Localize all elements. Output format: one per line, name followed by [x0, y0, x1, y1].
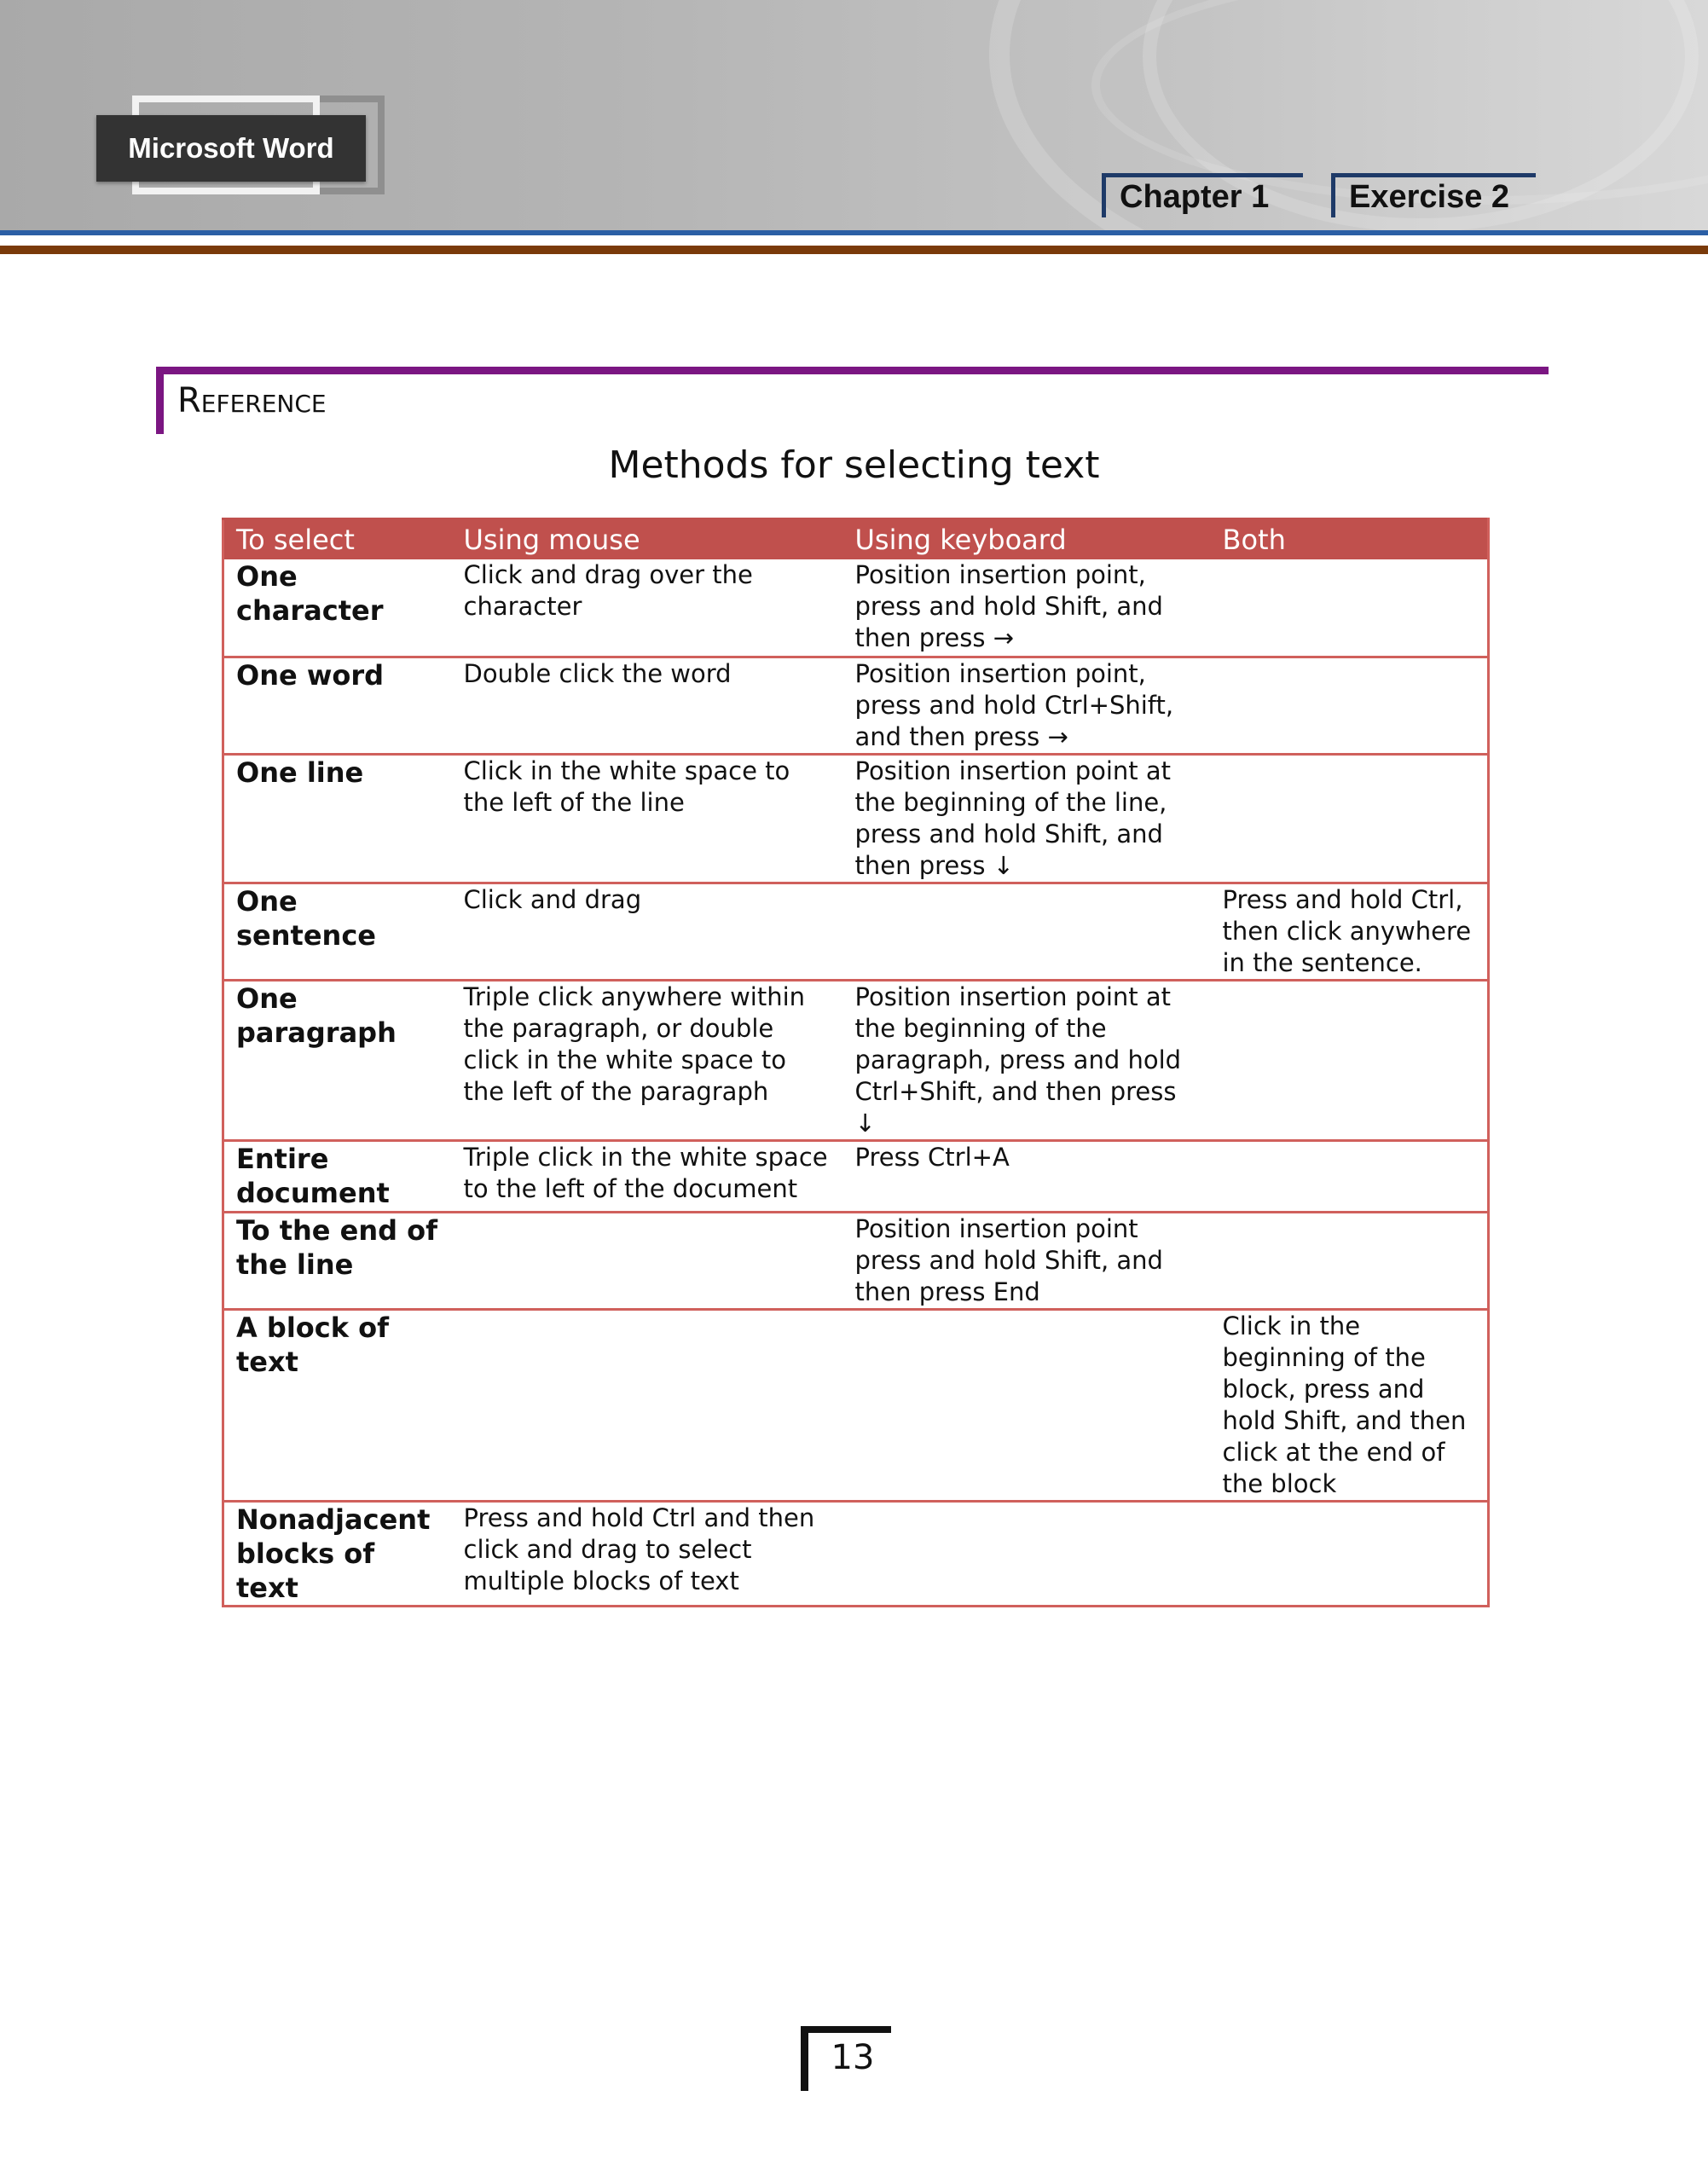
table-row — [223, 883, 1489, 980]
mouse-method-cell: Triple click in the white space to the left of the document — [452, 1140, 843, 1212]
keyboard-method-cell — [843, 883, 1211, 980]
page-number-bracket-left — [801, 2026, 808, 2091]
mouse-method-cell — [452, 1212, 843, 1309]
column-header-both: Both — [1211, 519, 1489, 560]
mouse-method-cell: Click and drag — [452, 883, 843, 980]
reference-rule-top — [156, 367, 1549, 374]
both-method-cell — [1211, 980, 1489, 1140]
table-header-row — [223, 519, 1489, 560]
keyboard-method-cell: Position insertion point, press and hold Shift, and then press → — [843, 559, 1211, 657]
both-method-cell — [1211, 1501, 1489, 1606]
reference-bracket-left — [156, 367, 164, 434]
table-row — [223, 980, 1489, 1140]
mouse-method-cell: Press and hold Ctrl and then click and drag to select multiple blocks of text — [452, 1501, 843, 1606]
keyboard-method-cell: Position insertion point press and hold Shift, and then press End — [843, 1212, 1211, 1309]
mouse-method-cell: Triple click anywhere within the paragraph, or double click in the white space to the left of the paragraph — [452, 980, 843, 1140]
exercise-tab: Exercise 2 — [1331, 173, 1536, 217]
table-row — [223, 1212, 1489, 1309]
select-target-cell: To the end of the line — [223, 1212, 452, 1309]
app-logo-label: Microsoft Word — [96, 115, 366, 182]
table-row — [223, 1309, 1489, 1501]
selection-methods-table — [222, 518, 1490, 1607]
page-header-band — [0, 0, 1708, 230]
keyboard-method-cell: Position insertion point at the beginning of the line, press and hold Shift, and then press ↓ — [843, 754, 1211, 883]
both-method-cell — [1211, 1140, 1489, 1212]
select-target-cell: One line — [223, 754, 452, 883]
table-row — [223, 657, 1489, 754]
select-target-cell: One word — [223, 657, 452, 754]
both-method-cell: Click in the beginning of the block, press and hold Shift, and then click at the end of the block — [1211, 1309, 1489, 1501]
reference-heading: Reference — [177, 381, 327, 420]
keyboard-method-cell — [843, 1501, 1211, 1606]
table-row — [223, 1140, 1489, 1212]
table-row — [223, 1501, 1489, 1606]
keyboard-method-cell — [843, 1309, 1211, 1501]
mouse-method-cell: Double click the word — [452, 657, 843, 754]
page-number: 13 — [831, 2038, 875, 2077]
mouse-method-cell — [452, 1309, 843, 1501]
mouse-method-cell: Click and drag over the character — [452, 559, 843, 657]
select-target-cell: One character — [223, 559, 452, 657]
both-method-cell — [1211, 559, 1489, 657]
column-header-using-mouse: Using mouse — [452, 519, 843, 560]
both-method-cell: Press and hold Ctrl, then click anywhere in the sentence. — [1211, 883, 1489, 980]
select-target-cell: Nonadjacent blocks of text — [223, 1501, 452, 1606]
column-header-to-select: To select — [223, 519, 452, 560]
select-target-cell: Entire document — [223, 1140, 452, 1212]
both-method-cell — [1211, 1212, 1489, 1309]
header-rule-brown — [0, 246, 1708, 254]
keyboard-method-cell: Position insertion point at the beginning of the paragraph, press and hold Ctrl+Shift, and then press ↓ — [843, 980, 1211, 1140]
page-title: Methods for selecting text — [608, 443, 1100, 487]
keyboard-method-cell: Position insertion point, press and hold Ctrl+Shift, and then press → — [843, 657, 1211, 754]
column-header-using-keyboard: Using keyboard — [843, 519, 1211, 560]
table-row — [223, 559, 1489, 657]
select-target-cell: A block of text — [223, 1309, 452, 1501]
chapter-tab: Chapter 1 — [1102, 173, 1303, 217]
table-row — [223, 754, 1489, 883]
keyboard-method-cell: Press Ctrl+A — [843, 1140, 1211, 1212]
page-number-bracket-top — [801, 2026, 891, 2033]
select-target-cell: One paragraph — [223, 980, 452, 1140]
select-target-cell: One sentence — [223, 883, 452, 980]
header-rule-gap — [0, 235, 1708, 246]
both-method-cell — [1211, 657, 1489, 754]
mouse-method-cell: Click in the white space to the left of the line — [452, 754, 843, 883]
both-method-cell — [1211, 754, 1489, 883]
